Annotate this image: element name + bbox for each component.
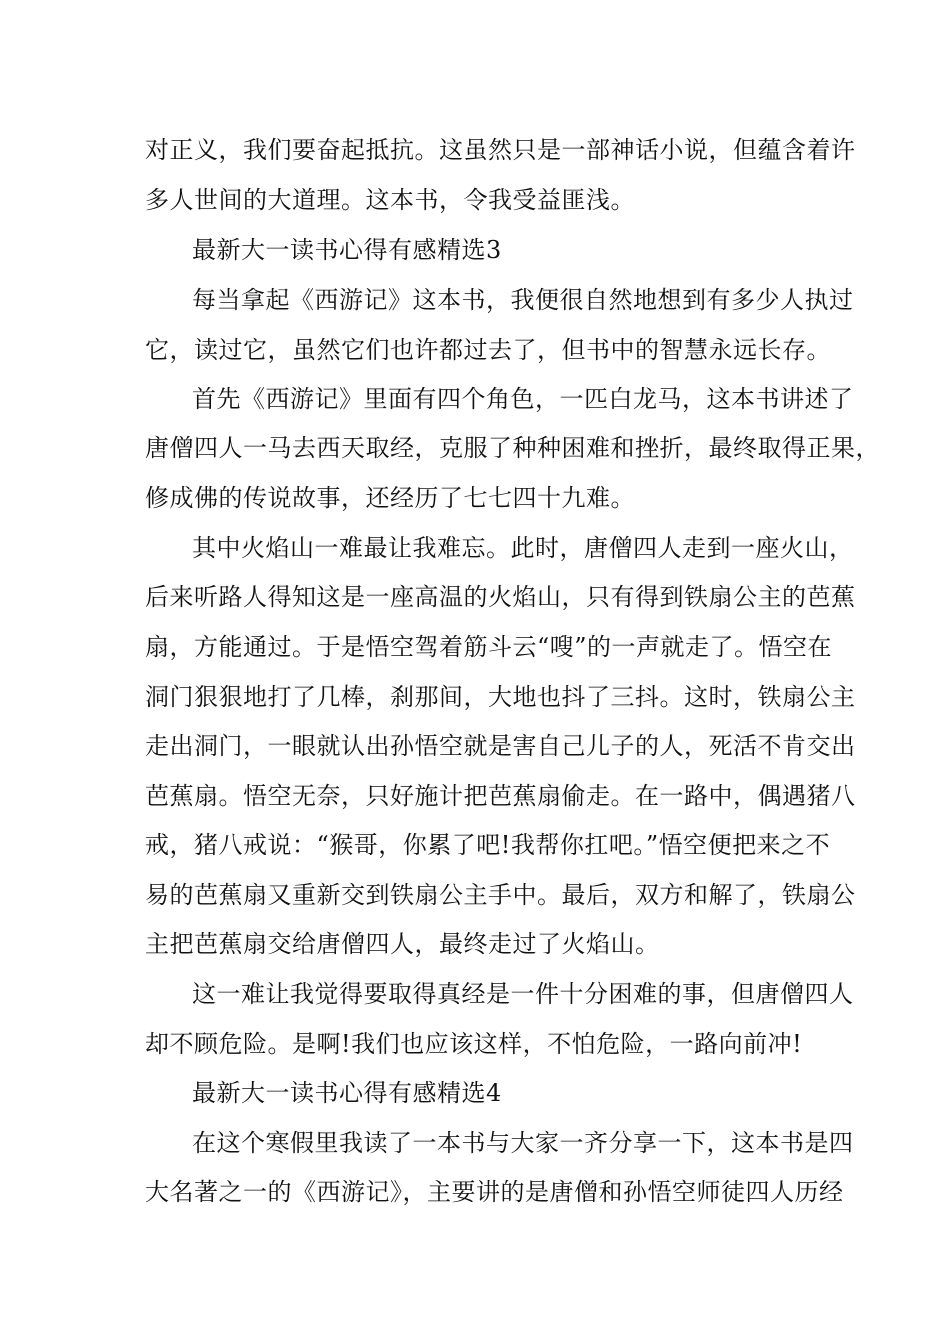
text-line: 它，读过它，虽然它们也许都过去了，但书中的智慧永远长存。 — [145, 336, 831, 364]
text-line: 每当拿起《西游记》这本书，我便很自然地想到有多少人执过 — [192, 286, 854, 314]
text-line: 唐僧四人一马去西天取经，克服了种种困难和挫折，最终取得正果， — [145, 434, 880, 462]
text-line: 对正义，我们要奋起抵抗。这虽然只是一部神话小说，但蕴含着许 — [145, 136, 856, 164]
text-line: 戒，猪八戒说：“猴哥，你累了吧!我帮你扛吧。”悟空便把来之不 — [145, 831, 831, 859]
section-heading: 最新大一读书心得有感精选3 — [192, 236, 502, 264]
text-line: 在这个寒假里我读了一本书与大家一齐分享一下，这本书是四 — [192, 1129, 854, 1157]
text-line: 多人世间的大道理。这本书，令我受益匪浅。 — [145, 186, 635, 214]
text-line: 其中火焰山一难最让我难忘。此时，唐僧四人走到一座火山， — [192, 534, 854, 562]
text-line: 大名著之一的《西游记》，主要讲的是唐僧和孙悟空师徒四人历经 — [145, 1178, 844, 1206]
text-line: 却不顾危险。是啊!我们也应该这样，不怕危险，一路向前冲! — [145, 1030, 803, 1058]
text-line: 扇，方能通过。于是悟空驾着筋斗云“嗖”的一声就走了。悟空在 — [145, 633, 833, 661]
text-line: 后来听路人得知这是一座高温的火焰山，只有得到铁扇公主的芭蕉 — [145, 583, 856, 611]
text-line: 主把芭蕉扇交给唐僧四人，最终走过了火焰山。 — [145, 930, 660, 958]
text-line: 芭蕉扇。悟空无奈，只好施计把芭蕉扇偷走。在一路中，偶遇猪八 — [145, 782, 856, 810]
text-line: 易的芭蕉扇又重新交到铁扇公主手中。最后，双方和解了，铁扇公 — [145, 881, 856, 909]
text-line: 修成佛的传说故事，还经历了七七四十九难。 — [145, 484, 635, 512]
text-line: 走出洞门，一眼就认出孙悟空就是害自己儿子的人，死活不肯交出 — [145, 732, 856, 760]
text-line: 这一难让我觉得要取得真经是一件十分困难的事，但唐僧四人 — [192, 980, 854, 1008]
text-line: 首先《西游记》里面有四个角色，一匹白龙马，这本书讲述了 — [192, 385, 854, 413]
section-heading: 最新大一读书心得有感精选4 — [192, 1079, 502, 1107]
text-line: 洞门狠狠地打了几棒，刹那间，大地也抖了三抖。这时，铁扇公主 — [145, 683, 856, 711]
